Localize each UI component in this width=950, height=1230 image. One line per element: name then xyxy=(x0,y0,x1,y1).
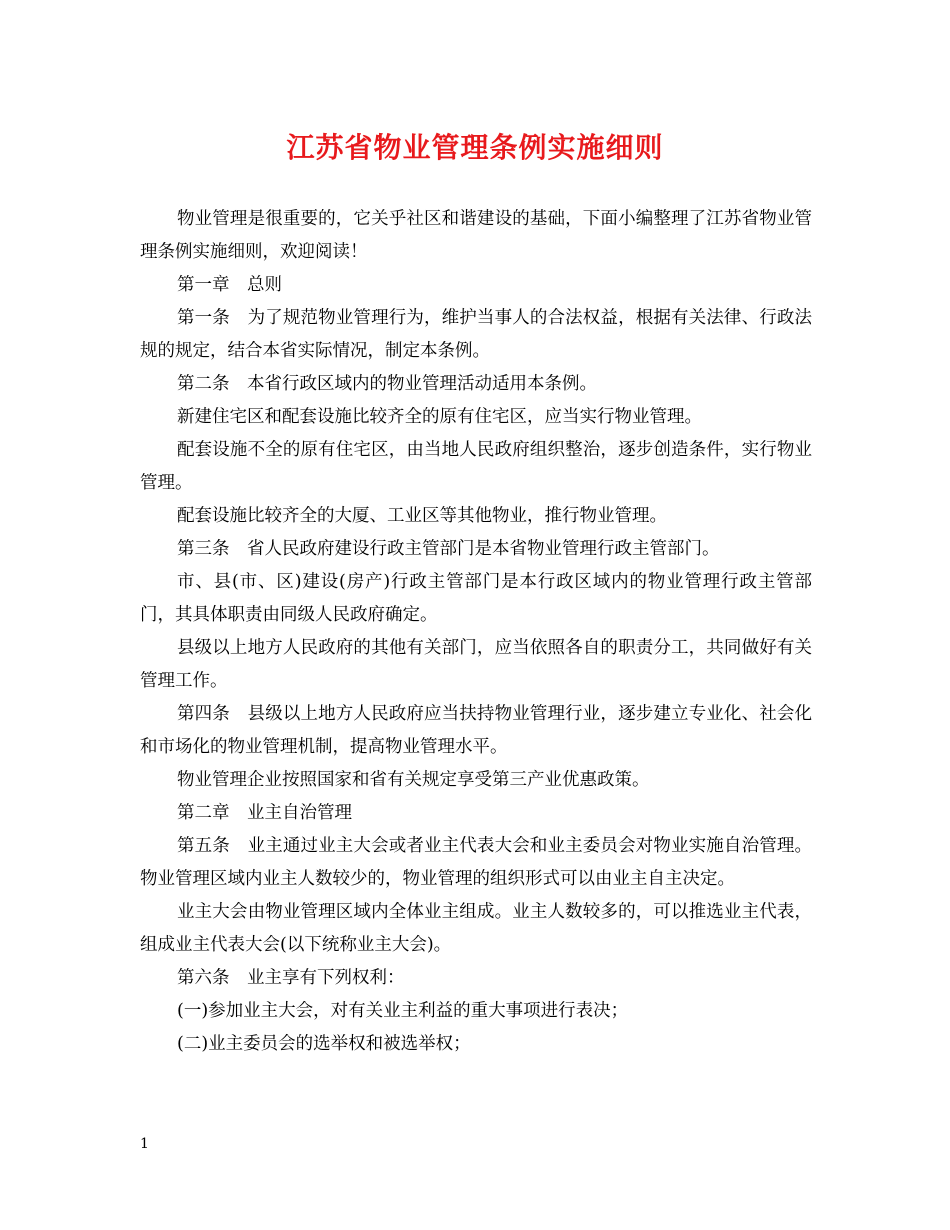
paragraph: 第五条 业主通过业主大会或者业主代表大会和业主委员会对物业实施自治管理。物业管理区域内业主人数较少的，物业管理的组织形式可以由业主自主决定。 xyxy=(140,836,812,889)
paragraph: 第四条 县级以上地方人民政府应当扶持物业管理行业，逐步建立专业化、社会化和市场化的物业管理机制，提高物业管理水平。 xyxy=(140,704,812,757)
paragraph: 物业管理是很重要的，它关乎社区和谐建设的基础，下面小编整理了江苏省物业管理条例实施细则，欢迎阅读！ xyxy=(140,209,812,262)
chapter-heading: 第一章 总则 xyxy=(177,275,282,295)
document-title: 江苏省物业管理条例实施细则 xyxy=(286,131,664,164)
paragraph: 新建住宅区和配套设施比较齐全的原有住宅区，应当实行物业管理。 xyxy=(177,407,702,427)
paragraph: 县级以上地方人民政府的其他有关部门，应当依照各自的职责分工，共同做好有关管理工作。 xyxy=(140,638,812,691)
paragraph: 配套设施不全的原有住宅区，由当地人民政府组织整治，逐步创造条件，实行物业管理。 xyxy=(140,440,812,493)
paragraph: 第三条 省人民政府建设行政主管部门是本省物业管理行政主管部门。 xyxy=(177,539,720,559)
list-item: (二)业主委员会的选举权和被选举权； xyxy=(177,1034,471,1054)
paragraph: 第六条 业主享有下列权利： xyxy=(177,968,405,988)
page-number: 1 xyxy=(140,1136,149,1152)
paragraph: 物业管理企业按照国家和省有关规定享受第三产业优惠政策。 xyxy=(177,770,650,790)
paragraph: 第二条 本省行政区域内的物业管理活动适用本条例。 xyxy=(177,374,597,394)
paragraph: 业主大会由物业管理区域内全体业主组成。业主人数较多的，可以推选业主代表，组成业主代表大会(以下统称业主大会)。 xyxy=(140,902,812,955)
paragraph: 市、县(市、区)建设(房产)行政主管部门是本行政区域内的物业管理行政主管部门，其具体职责由同级人民政府确定。 xyxy=(140,572,812,625)
document-body xyxy=(140,203,812,1061)
list-item: (一)参加业主大会，对有关业主利益的重大事项进行表决； xyxy=(177,1001,629,1021)
paragraph: 第一条 为了规范物业管理行为，维护当事人的合法权益，根据有关法律、行政法规的规定，结合本省实际情况，制定本条例。 xyxy=(140,308,812,361)
chapter-heading: 第二章 业主自治管理 xyxy=(177,803,352,823)
paragraph: 配套设施比较齐全的大厦、工业区等其他物业，推行物业管理。 xyxy=(177,506,667,526)
